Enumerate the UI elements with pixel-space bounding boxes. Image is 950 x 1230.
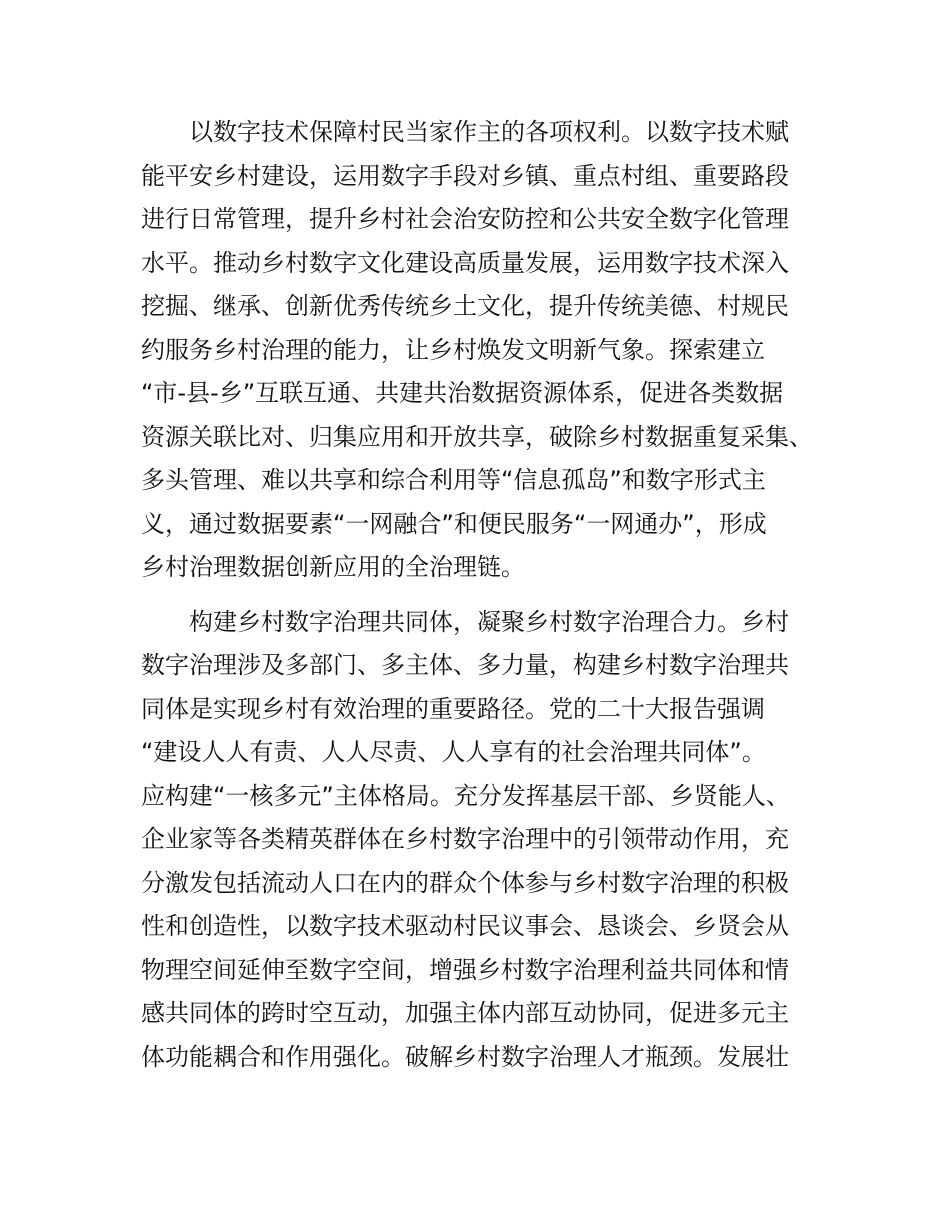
paragraph-line: 体功能耦合和作用强化。破解乡村数字治理人才瓶颈。发展壮 [141,1042,789,1071]
paragraph-line: 水平。推动乡村数字文化建设高质量发展，运用数字技术深入 [141,248,789,277]
paragraph-line: 多头管理、难以共享和综合利用等“信息孤岛”和数字形式主 [141,466,766,494]
paragraph-line: 感共同体的跨时空互动，加强主体内部互动协同，促进多元主 [141,999,789,1027]
paragraph-line: 分激发包括流动人口在内的群众个体参与乡村数字治理的积极 [141,868,789,897]
paragraph-line: “建设人人有责、人人尽责、人人享有的社会治理共同体”。 [141,738,766,766]
paragraph-line: 应构建“一核多元”主体格局。充分发挥基层干部、乡贤能人、 [141,781,790,810]
paragraph-line: 挖掘、继承、创新优秀传统乡土文化，提升传统美德、村规民 [141,292,789,320]
paragraph-1 [141,111,813,590]
paragraph-line: 构建乡村数字治理共同体，凝聚乡村数字治理合力。乡村 [189,607,789,636]
paragraph-line: 进行日常管理，提升乡村社会治安防控和公共安全数字化管理 [141,205,789,233]
paragraph-2 [141,601,813,1080]
paragraph-line: 乡村治理数据创新应用的全治理链。 [141,553,525,581]
paragraph-line: 约服务乡村治理的能力，让乡村焕发文明新气象。探索建立 [141,335,765,364]
paragraph-line: 物理空间延伸至数字空间，增强乡村数字治理利益共同体和情 [141,955,789,984]
paragraph-line: 资源关联比对、归集应用和开放共享，破除乡村数据重复采集、 [141,422,813,451]
paragraph-spacer [141,590,813,601]
paragraph-line: 同体是实现乡村有效治理的重要路径。党的二十大报告强调 [141,694,765,723]
paragraph-line: 能平安乡村建设，运用数字手段对乡镇、重点村组、重要路段 [141,161,789,190]
paragraph-line: 以数字技术保障村民当家作主的各项权利。以数字技术赋 [189,118,789,146]
document-body [141,111,813,1079]
paragraph-line: 企业家等各类精英群体在乡村数字治理中的引领带动作用，充 [141,825,789,853]
paragraph-line: 数字治理涉及多部门、多主体、多力量，构建乡村数字治理共 [141,651,789,679]
paragraph-line: “市-县-乡”互联互通、共建共治数据资源体系，促进各类数据 [141,379,784,407]
paragraph-line: 义，通过数据要素“一网融合”和便民服务“一网通办”，形成 [141,509,767,538]
paragraph-line: 性和创造性，以数字技术驱动村民议事会、恳谈会、乡贤会从 [141,912,789,940]
